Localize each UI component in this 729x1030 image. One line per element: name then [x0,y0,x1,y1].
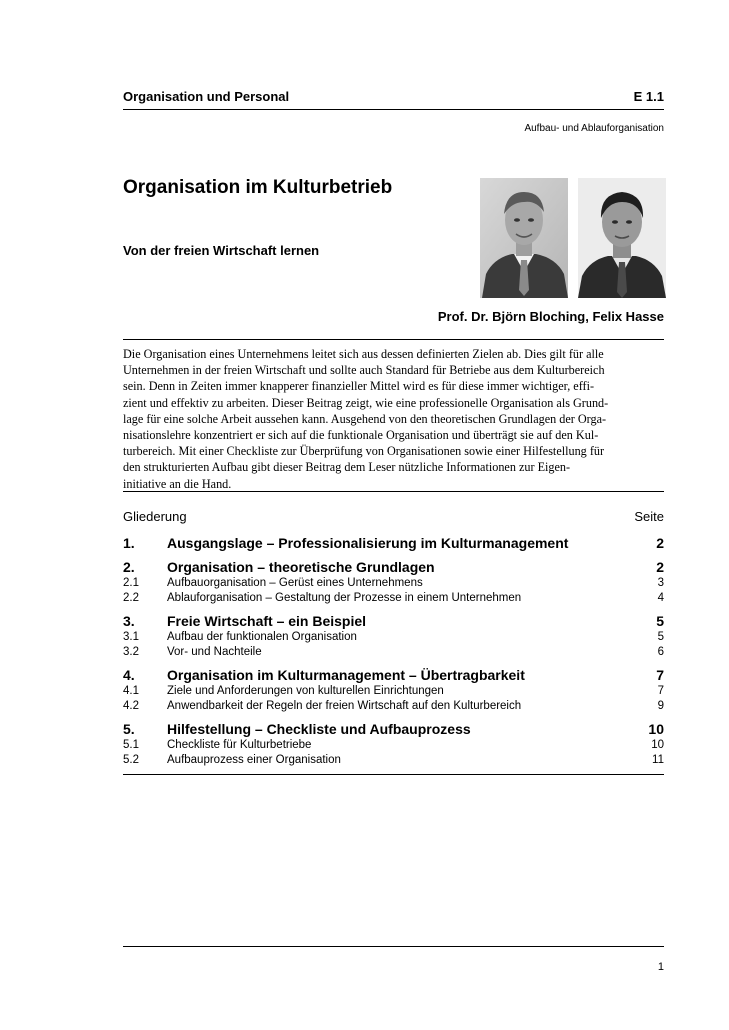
author-names: Prof. Dr. Björn Bloching, Felix Hasse [437,309,664,324]
toc-heading: Gliederung [123,509,187,524]
abstract-top-rule [123,339,664,340]
toc-entry-number: 4.1 [123,685,139,697]
toc-entry-page: 4 [657,592,664,604]
toc-entry-number: 5. [123,721,135,737]
toc-entry-number: 2. [123,559,135,575]
abstract-line: Unternehmen in der freien Wirtschaft und sollte auch Standard für Betriebe aus dem Kulturbereich [123,363,605,378]
toc-entry-title: Anwendbarkeit der Regeln der freien Wirtschaft auf den Kulturbereich [167,700,522,712]
toc-entry-page: 7 [657,685,664,697]
abstract-bottom-rule [123,491,664,492]
toc-bottom-rule [123,774,664,775]
toc-entry[interactable] [123,577,664,591]
toc-entry-page: 2 [656,559,664,575]
toc-entry-title: Organisation – theoretische Grundlagen [167,559,435,575]
toc-entry-title: Ziele und Anforderungen von kulturellen Einrichtungen [167,685,444,697]
abstract [123,346,664,492]
toc-entry-page: 9 [657,700,664,712]
running-header-left: Organisation und Personal [123,89,290,104]
toc-entry-page: 10 [648,721,664,737]
toc-entry-number: 2.1 [123,577,139,589]
abstract-line: turbereich. Mit einer Checkliste zur Überprüfung von Organisationen sowie einer Hilfestellung für [123,444,605,459]
toc-entry-title: Checkliste für Kulturbetriebe [167,739,312,751]
abstract-line: nisationslehre konzentriert er sich auf die funktionale Organisation und überträgt sie auf den Kul- [123,428,599,443]
toc-entry-page: 5 [656,613,664,629]
abstract-line: Die Organisation eines Unternehmens leitet sich aus dessen definierten Zielen ab. Dies gilt für alle [123,347,604,361]
article-title: Organisation im Kulturbetrieb [123,177,393,198]
toc-entry[interactable] [123,721,664,738]
toc-entry-number: 1. [123,535,135,551]
abstract-line: den strukturierten Aufbau gibt dieser Beitrag dem Leser nützliche Informationen zur Eigen- [123,460,571,475]
page-number: 1 [657,961,664,973]
toc-entry[interactable] [123,739,664,753]
toc-entry-number: 4. [123,667,135,683]
toc-entry[interactable] [123,754,664,768]
toc-entry-number: 3.1 [123,631,139,643]
toc-entry-title: Aufbauorganisation – Gerüst eines Unternehmens [167,577,423,589]
toc-entry-page: 6 [657,646,664,658]
header-rule [123,109,664,110]
toc-entry-title: Ablauforganisation – Gestaltung der Prozesse in einem Unternehmen [167,592,522,604]
toc-entry[interactable] [123,559,664,576]
toc-entry-number: 3.2 [123,646,139,658]
toc-entry-page: 2 [656,535,664,551]
toc-entry-page: 10 [651,739,664,751]
toc-entry-title: Aufbauprozess einer Organisation [167,754,341,766]
running-header-subtitle: Aufbau- und Ablauforganisation [524,123,664,134]
article-subtitle: Von der freien Wirtschaft lernen [123,243,320,258]
toc-entry[interactable] [123,667,664,684]
abstract-line: initiative an die Hand. [123,476,232,491]
running-header-right: E 1.1 [633,89,664,104]
toc-entry-title: Aufbau der funktionalen Organisation [167,631,357,643]
author-photo-hasse [578,178,666,298]
toc-entry[interactable] [123,613,664,630]
toc-entry[interactable] [123,700,664,714]
toc-entry[interactable] [123,685,664,699]
toc-page-heading: Seite [634,509,664,524]
toc-entry-number: 2.2 [123,592,139,604]
toc-entry[interactable] [123,631,664,645]
toc-entry[interactable] [123,592,664,606]
footer-rule [123,946,664,947]
toc-entry-page: 7 [656,667,664,683]
toc-entry[interactable] [123,535,664,552]
toc-entry-title: Ausgangslage – Professionalisierung im Kulturmanagement [167,535,569,551]
toc-entry-title: Freie Wirtschaft – ein Beispiel [167,613,367,629]
author-photo-bloching [480,178,568,298]
toc-entry-page: 11 [652,754,664,766]
abstract-line: lage für eine solche Arbeit aussehen kann. Ausgehend von den theoretischen Grundlagen der Orga- [123,411,607,426]
toc-entry-title: Hilfestellung – Checkliste und Aufbauprozess [167,721,471,737]
toc-entry-title: Organisation im Kulturmanagement – Übertragbarkeit [167,667,525,683]
toc-entry-number: 4.2 [123,700,139,712]
toc-entry-title: Vor- und Nachteile [167,646,262,658]
toc-entry-number: 3. [123,613,135,629]
toc-entry[interactable] [123,646,664,660]
toc-entry-number: 5.2 [123,754,139,766]
toc-entry-number: 5.1 [123,739,139,751]
abstract-line: zient und effektiv zu arbeiten. Dieser Beitrag zeigt, wie eine professionelle Organisation als Grund- [123,395,609,410]
toc-entry-page: 5 [657,631,664,643]
abstract-line: sein. Denn in Zeiten immer knapperer finanzieller Mittel wird es für diese immer wichtiger, effi- [123,379,595,394]
toc-entry-page: 3 [657,577,664,589]
